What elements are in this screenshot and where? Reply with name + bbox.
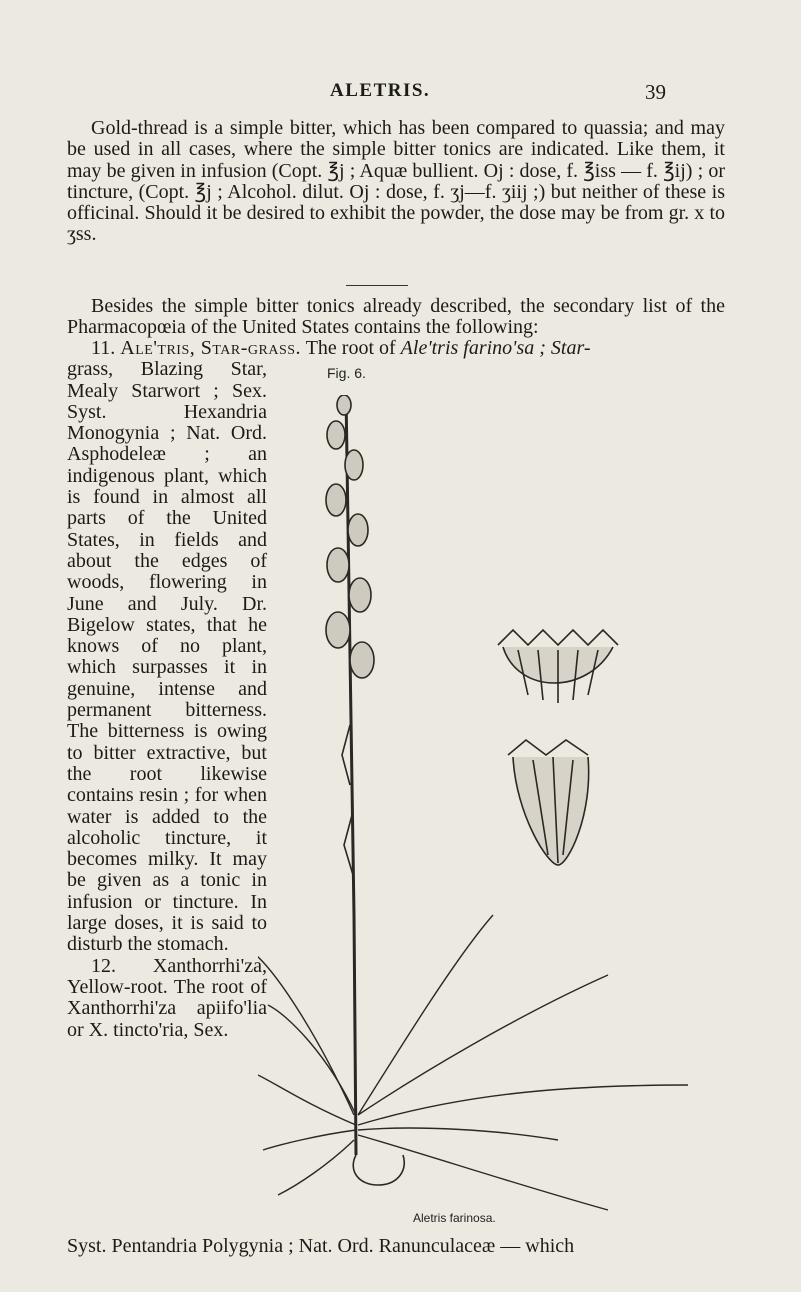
xanthorrhiza-continuation: Syst. Pentandria Polygynia ; Nat. Ord. Ranunculaceæ — which bbox=[67, 1235, 575, 1257]
aletris-lead: The root of bbox=[305, 337, 396, 359]
aletris-illustration bbox=[258, 395, 688, 1215]
basal-leaves-icon bbox=[258, 915, 688, 1210]
aletris-name: Ale'tris, Star-grass. bbox=[120, 337, 302, 359]
page-header bbox=[0, 80, 801, 110]
figure-caption: Aletris farinosa. bbox=[413, 1211, 496, 1225]
narrow-column bbox=[67, 359, 267, 1041]
besides-paragraph bbox=[67, 296, 725, 339]
root-icon bbox=[353, 1155, 404, 1185]
xanthorrhiza-heading: 12. Xanthorrhi'za, Yellow-root. The root of Xanthorrhi'za apiifo'lia or X. tincto'ria, Sex. bbox=[67, 954, 267, 1041]
intro-paragraph bbox=[67, 118, 725, 246]
figure-label: Fig. 6. bbox=[327, 365, 366, 381]
open-flower-detail-icon bbox=[498, 630, 618, 703]
besides-text: Besides the simple bitter tonics already described, the secondary list of the Pharmacopœia of the United States contains the following: bbox=[67, 295, 725, 339]
aletris-description: grass, Blazing Star, Mealy Starwort ; Sex. Syst. Hexandria Monogynia ; Nat. Ord. Asphodeleæ ; an indigenous plant, which is found in almost all parts of the United States, in fields and about the edges of woods, flowering in June and July. Dr. Bigelow states, that he knows of no plant, which surpasses it in genuine, intense and permanent bitterness. The bitterness is owing to bitter extractive, but the root likewise contains resin ; for when water is added to the alcoholic tincture, it becomes milky. It may be given as a tonic in infusion or tincture. In large doses, it is said to disturb the stomach. bbox=[67, 358, 267, 956]
bell-flower-detail-icon bbox=[508, 740, 589, 865]
intro-text: Gold-thread is a simple bitter, which has been compared to quassia; and may be used in all cases, where the simple bitter tonics are indicated. Like them, it may be given in infusion (Copt. ℥j ; Aquæ bullient. Oj : dose, f. ℥iss — f. ℥ij) ; or tincture, (Copt. ℥j ; Alcohol. dilut. Oj : dose, f. ʒj—f. ʒiij ;) but neither of these is officinal. Should it be desired to exhibit the powder, the dose may be from gr. x to ʒss. bbox=[67, 117, 725, 246]
aletris-latin: Ale'tris farino'sa ; Star- bbox=[400, 337, 591, 359]
section-divider bbox=[346, 285, 408, 286]
aletris-heading-line bbox=[67, 338, 727, 359]
running-title: ALETRIS. bbox=[330, 80, 431, 101]
flower-bud-icon bbox=[326, 395, 374, 678]
page-number: 39 bbox=[645, 80, 666, 104]
aletris-number: 11. bbox=[91, 337, 116, 359]
